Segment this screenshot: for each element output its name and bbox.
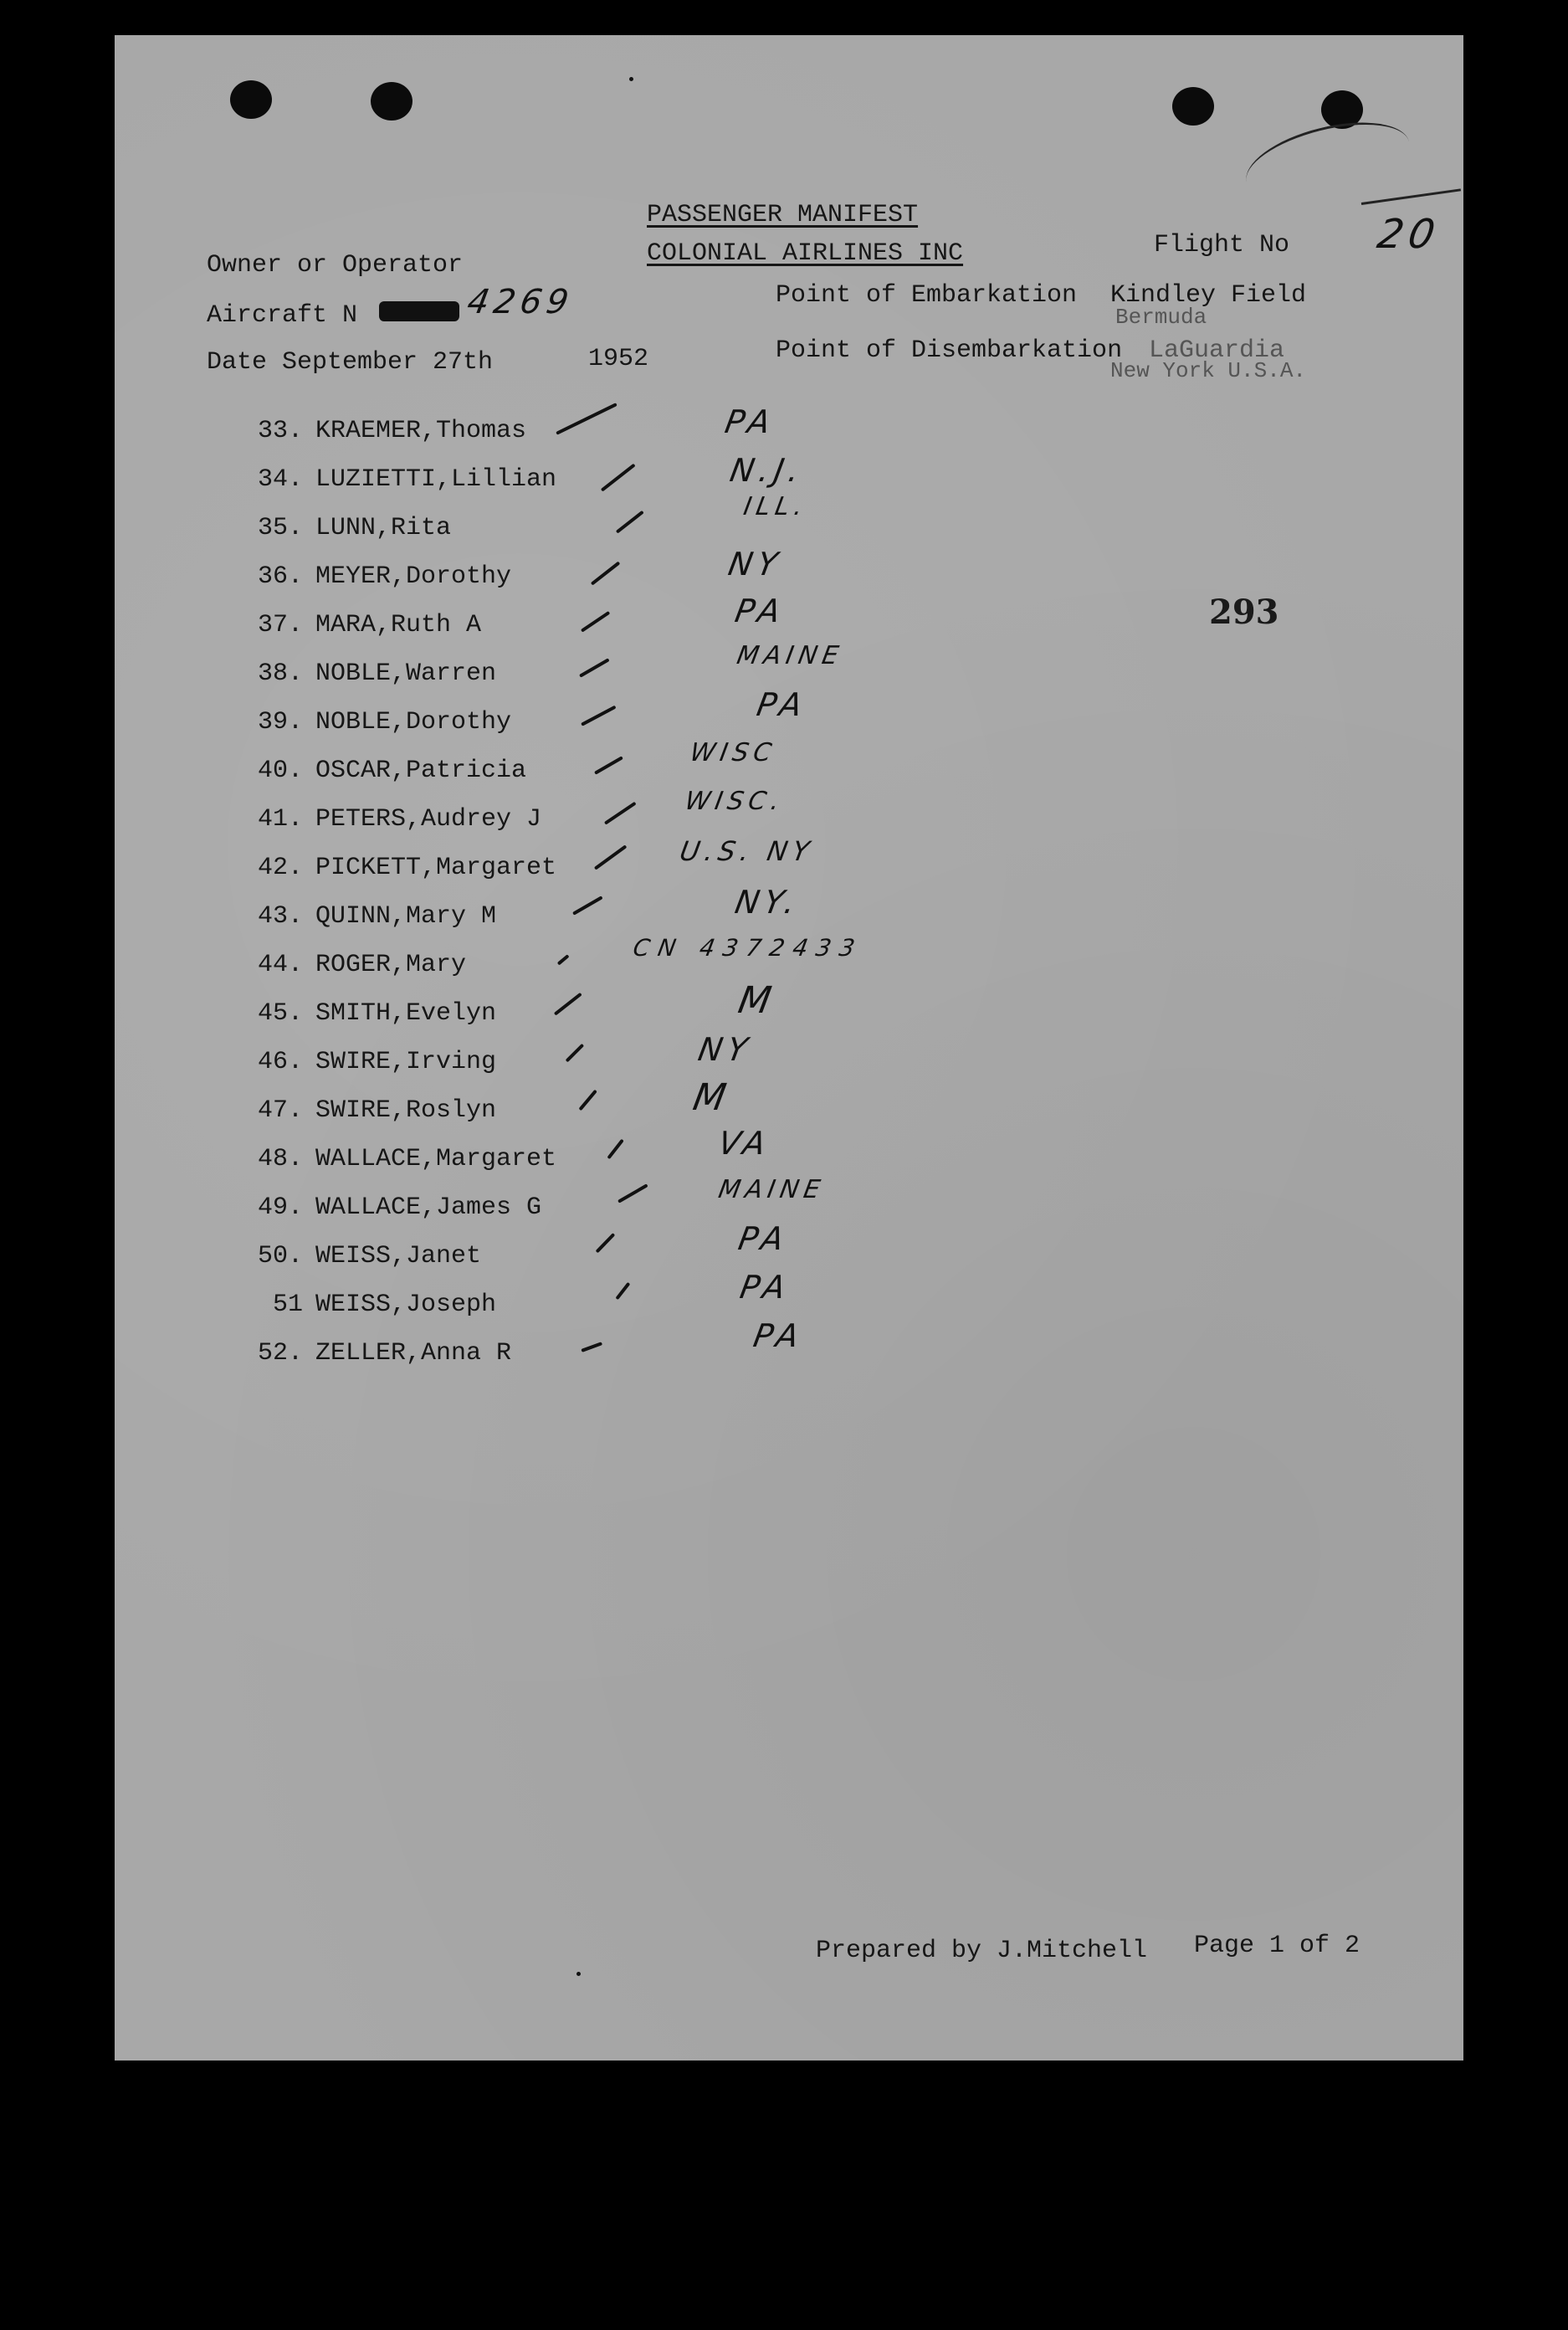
row-number: 33. — [257, 417, 303, 445]
row-number: 51 — [272, 1291, 303, 1319]
check-mark — [556, 403, 617, 435]
embarkation-sub: Bermuda — [1115, 305, 1207, 330]
row-number: 48. — [257, 1145, 303, 1173]
check-mark — [581, 611, 610, 633]
disembarkation-sub: New York U.S.A. — [1110, 358, 1307, 383]
passenger-name: PICKETT,Margaret — [315, 854, 557, 882]
row-number: 39. — [257, 708, 303, 736]
check-mark — [594, 756, 623, 774]
row-number: 35. — [257, 514, 303, 542]
flight-number-stroke — [1361, 188, 1461, 205]
row-number: 36. — [257, 562, 303, 591]
passenger-name: WALLACE,Margaret — [315, 1145, 557, 1173]
check-mark — [579, 658, 610, 677]
handwritten-note: NY — [725, 546, 786, 582]
page-stamp-number: 293 — [1209, 593, 1279, 632]
row-number: 45. — [257, 999, 303, 1028]
check-mark — [578, 1090, 597, 1111]
check-mark — [615, 1282, 630, 1300]
check-mark — [616, 511, 644, 534]
handwritten-note: PA — [722, 403, 778, 440]
manifest-sheet — [115, 35, 1463, 2061]
check-mark — [572, 896, 603, 915]
handwritten-note: MAINE — [715, 1175, 828, 1204]
row-number: 40. — [257, 757, 303, 785]
handwritten-note: WISC — [687, 738, 779, 767]
passenger-name: ROGER,Mary — [315, 951, 467, 979]
flight-number-handwritten: 20 — [1374, 211, 1444, 258]
handwritten-note: NY. — [732, 884, 803, 921]
passenger-name: MEYER,Dorothy — [315, 562, 512, 591]
manifest-title: PASSENGER MANIFEST — [647, 201, 919, 229]
handwritten-note: M — [735, 979, 780, 1022]
check-mark — [581, 706, 616, 726]
check-mark — [554, 993, 582, 1016]
punch-hole-1 — [230, 80, 272, 119]
date-label: Date September 27th — [207, 348, 494, 377]
flight-label: Flight No — [1154, 231, 1290, 259]
punch-hole-2 — [371, 82, 412, 121]
passenger-name: PETERS,Audrey J — [315, 805, 542, 834]
handwritten-note: ILL. — [740, 492, 810, 521]
row-number: 37. — [257, 611, 303, 639]
passenger-name: SWIRE,Roslyn — [315, 1096, 497, 1125]
handwritten-note: PA — [735, 1220, 792, 1257]
paper-speck — [629, 77, 633, 81]
row-number: 52. — [257, 1339, 303, 1368]
check-mark — [581, 1342, 602, 1352]
row-number: 42. — [257, 854, 303, 882]
row-number: 43. — [257, 902, 303, 931]
embarkation-value: Kindley Field — [1110, 281, 1307, 310]
check-mark — [601, 464, 636, 492]
passenger-name: KRAEMER,Thomas — [315, 417, 527, 445]
row-number: 49. — [257, 1193, 303, 1222]
handwritten-note: U.S. NY — [677, 835, 817, 867]
handwritten-note: M — [689, 1076, 735, 1119]
handwritten-note: PA — [732, 593, 788, 629]
aircraft-number-handwritten: 4269 — [464, 283, 576, 321]
paper-speck — [576, 1972, 581, 1976]
passenger-name: WEISS,Janet — [315, 1242, 482, 1270]
prepared-by: Prepared by J.Mitchell — [816, 1937, 1148, 1965]
row-number: 41. — [257, 805, 303, 834]
handwritten-note: PA — [751, 1317, 807, 1354]
passenger-name: OSCAR,Patricia — [315, 757, 527, 785]
passenger-name: SWIRE,Irving — [315, 1048, 497, 1076]
handwritten-note: VA — [715, 1125, 774, 1162]
check-mark — [591, 562, 621, 586]
punch-hole-3 — [1172, 87, 1214, 126]
check-mark — [617, 1183, 648, 1203]
row-number: 34. — [257, 465, 303, 494]
check-mark — [607, 1139, 623, 1160]
handwritten-note: MAINE — [734, 641, 846, 670]
passenger-name: NOBLE,Warren — [315, 659, 497, 688]
disembarkation-value: LaGuardia — [1149, 336, 1285, 365]
airline-name: COLONIAL AIRLINES INC — [647, 239, 964, 268]
owner-label: Owner or Operator — [207, 251, 464, 280]
row-number: 50. — [257, 1242, 303, 1270]
embarkation-label: Point of Embarkation — [776, 281, 1078, 310]
passenger-name: WEISS,Joseph — [315, 1291, 497, 1319]
page-indicator: Page 1 of 2 — [1194, 1932, 1360, 1960]
manifest-year: 1952 — [588, 345, 649, 373]
row-number: 38. — [257, 659, 303, 688]
passenger-name: LUNN,Rita — [315, 514, 452, 542]
passenger-name: MARA,Ruth A — [315, 611, 482, 639]
check-mark — [557, 954, 570, 965]
passenger-name: NOBLE,Dorothy — [315, 708, 512, 736]
passenger-name: ZELLER,Anna R — [315, 1339, 512, 1368]
handwritten-note: WISC. — [682, 787, 787, 816]
handwritten-note: CN 4372433 — [631, 934, 866, 962]
passenger-name: QUINN,Mary M — [315, 902, 497, 931]
disembarkation-label: Point of Disembarkation — [776, 336, 1123, 365]
handwritten-note: NY — [695, 1031, 756, 1068]
check-mark — [594, 844, 628, 870]
handwritten-note: PA — [737, 1269, 793, 1306]
check-mark — [604, 802, 637, 825]
handwritten-note: PA — [754, 686, 810, 723]
row-number: 44. — [257, 951, 303, 979]
aircraft-label: Aircraft N — [207, 301, 358, 330]
check-mark — [596, 1233, 616, 1253]
row-number: 46. — [257, 1048, 303, 1076]
aircraft-redaction — [379, 301, 459, 321]
passenger-name: WALLACE,James G — [315, 1193, 542, 1222]
passenger-name: SMITH,Evelyn — [315, 999, 497, 1028]
passenger-name: LUZIETTI,Lillian — [315, 465, 557, 494]
check-mark — [566, 1044, 585, 1063]
handwritten-note: N.J. — [727, 452, 807, 489]
row-number: 47. — [257, 1096, 303, 1125]
